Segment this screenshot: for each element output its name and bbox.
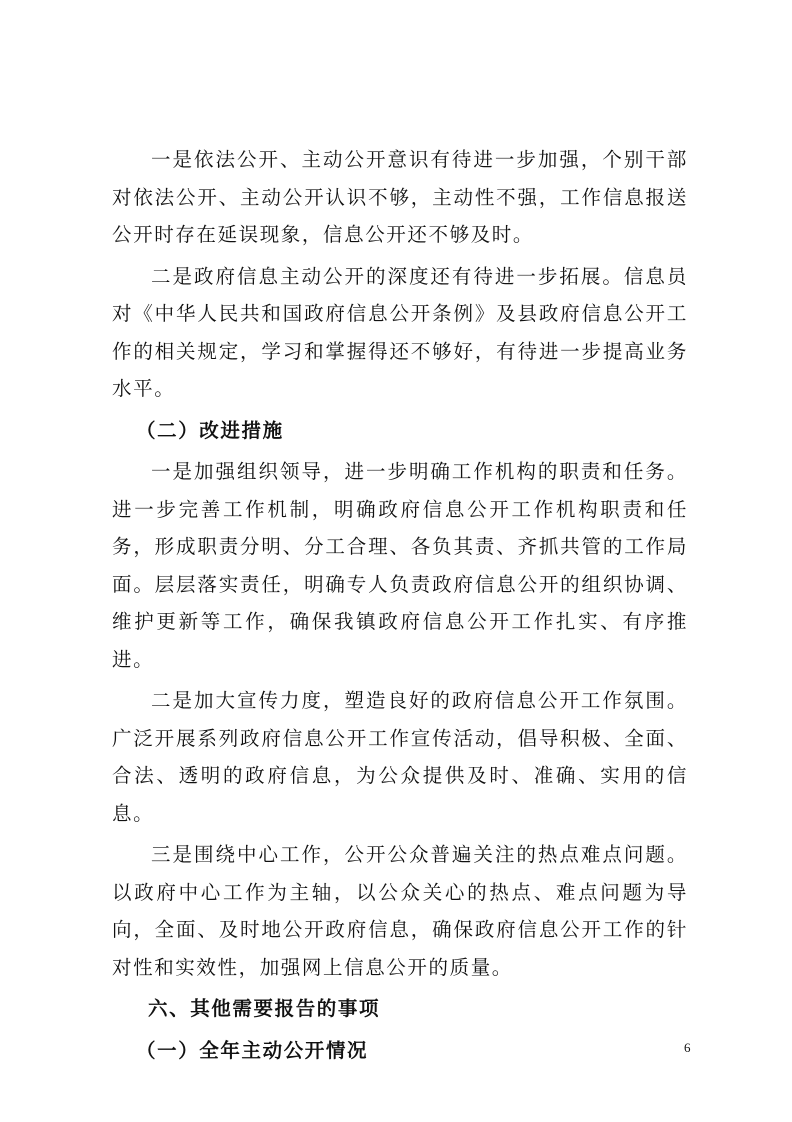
heading-annual-disclosure: （一）全年主动公开情况 (136, 1038, 369, 1062)
heading-improvement-measures: （二）改进措施 (136, 418, 284, 442)
paragraph-publicity: 二是加大宣传力度，塑造良好的政府信息公开工作氛围。广泛开展系列政府信息公开工作宣传活动，倡导积极、全面、合法、透明的政府信息，为公众提供及时、准确、实用的信息。 (112, 689, 688, 825)
document-body (112, 141, 688, 1073)
page-number: 6 (684, 1040, 691, 1055)
paragraph-depth-issue: 二是政府信息主动公开的深度还有待进一步拓展。信息员对《中华人民共和国政府信息公开条例》及县政府信息公开工作的相关规定，学习和掌握得还不够好，有待进一步提高业务水平。 (112, 264, 688, 400)
paragraph-central-work: 三是围绕中心工作，公开公众普遍关注的热点难点问题。以政府中心工作为主轴，以公众关心的热点、难点问题为导向，全面、及时地公开政府信息，确保政府信息公开工作的针对性和实效性，加强网上信息公开的质量。 (112, 843, 688, 979)
heading-other-matters: 六、其他需要报告的事项 (148, 997, 381, 1020)
paragraph-strengthen-leadership: 一是加强组织领导，进一步明确工作机构的职责和任务。进一步完善工作机制，明确政府信息公开工作机构职责和任务，形成职责分明、分工合理、各负其责、齐抓共管的工作局面。层层落实责任，明确专人负责政府信息公开的组织协调、维护更新等工作，确保我镇政府信息公开工作扎实、有序推进。 (112, 460, 688, 671)
paragraph-awareness-issue: 一是依法公开、主动公开意识有待进一步加强，个别干部对依法公开、主动公开认识不够，主动性不强，工作信息报送公开时存在延误现象，信息公开还不够及时。 (112, 148, 688, 246)
